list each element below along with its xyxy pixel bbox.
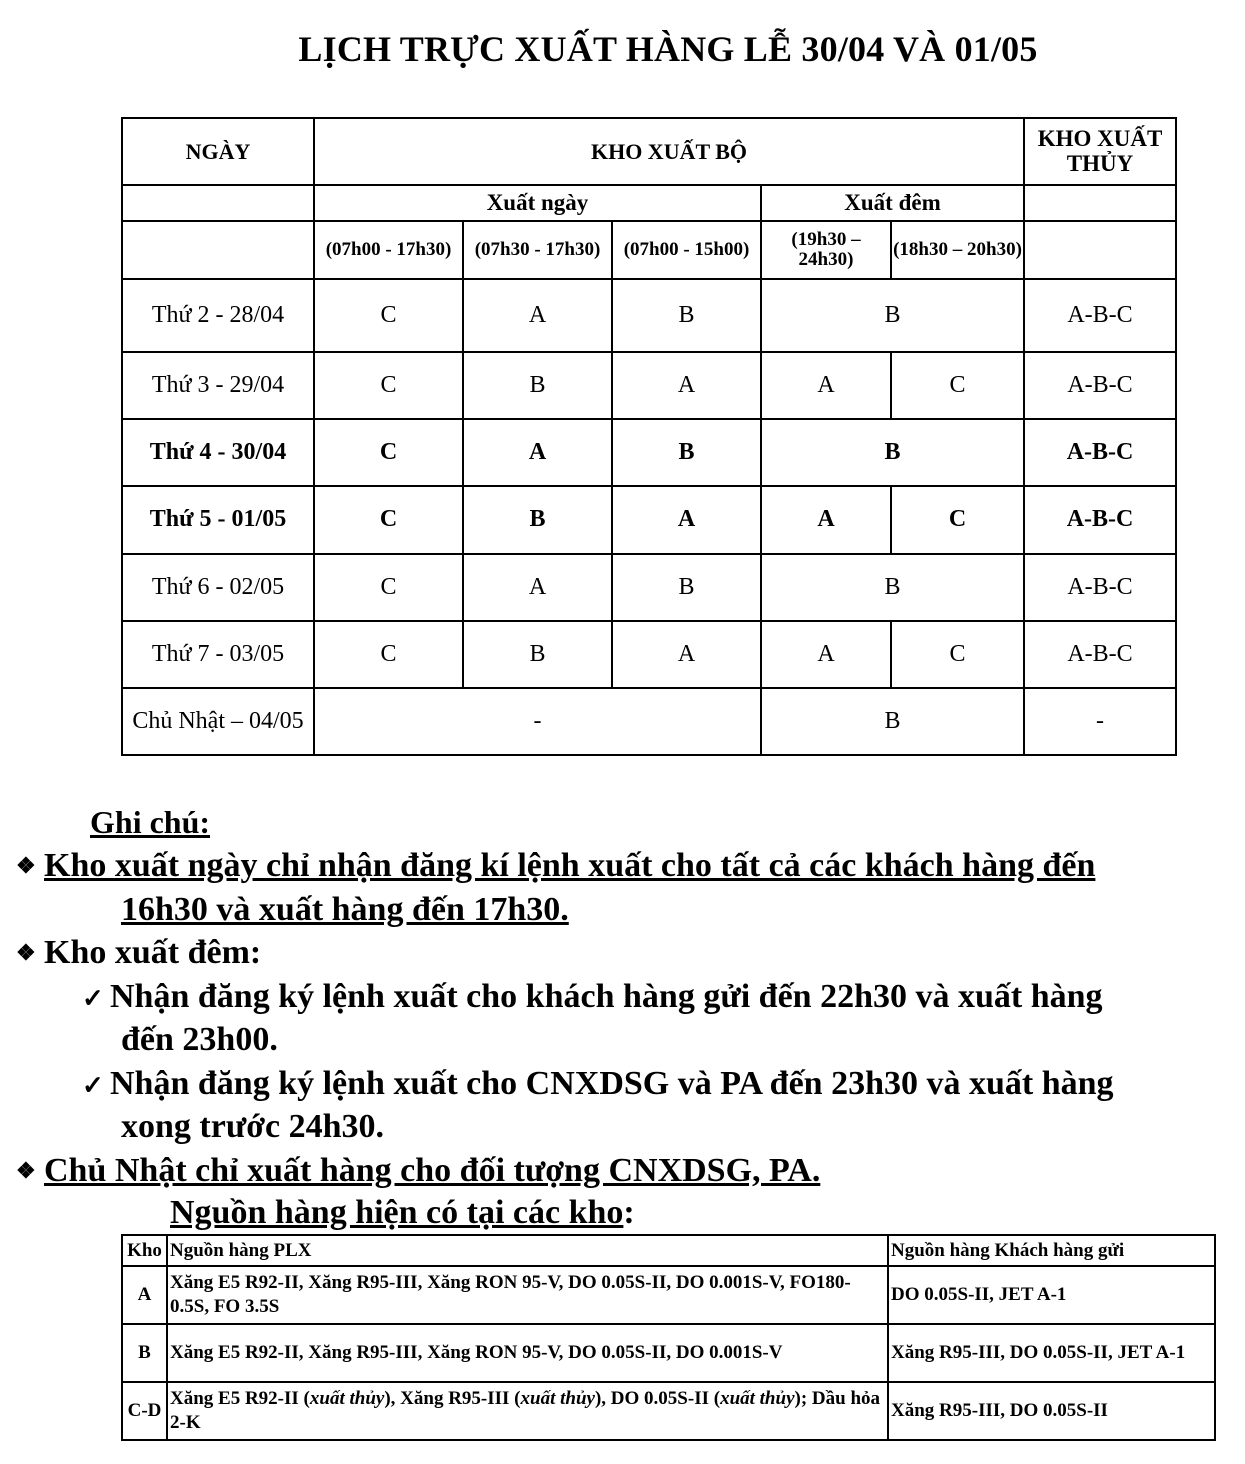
night-cell: B: [761, 688, 1024, 755]
shift-cell: C: [314, 621, 463, 688]
shift-cell: B: [463, 352, 612, 419]
thuy-cell: -: [1024, 688, 1176, 755]
sources-heading-text: Nguồn hàng hiện có tại các kho: [170, 1194, 624, 1231]
night-cell: C: [891, 486, 1024, 554]
night-cell: B: [761, 419, 1024, 486]
shift-cell: B: [463, 621, 612, 688]
kho-cell: A: [122, 1266, 167, 1324]
note-3-text: Chủ Nhật chỉ xuất hàng cho đối tượng CNXDSG, PA.: [44, 1152, 821, 1189]
shift-cell: A: [463, 419, 612, 486]
day-shift-cell: -: [314, 688, 761, 755]
table-header-row: [122, 118, 1176, 185]
shift-1: (07h00 - 17h30): [314, 221, 463, 279]
sources-table: [121, 1234, 1216, 1441]
note-2-1-text: Nhận đăng ký lệnh xuất cho khách hàng gửi đến 22h30 và xuất hàng: [110, 978, 1103, 1015]
night-cell: A: [761, 621, 891, 688]
plx-text: Xăng E5 R92-II (: [170, 1388, 310, 1409]
note-2-1: [82, 975, 1103, 1021]
note-1-continuation: 16h30 và xuất hàng đến 17h30.: [121, 891, 569, 928]
shift-cell: C: [314, 279, 463, 352]
khach-cell: Xăng R95-III, DO 0.05S-II, JET A-1: [888, 1324, 1215, 1382]
page-title: LỊCH TRỰC XUẤT HÀNG LỄ 30/04 VÀ 01/05: [298, 29, 1038, 69]
shift-cell: B: [612, 279, 761, 352]
checkmark-icon: ✓: [82, 984, 104, 1013]
header-kho-xuat-thuy: KHO XUẤT THỦY: [1024, 118, 1176, 185]
shift-cell: C: [314, 419, 463, 486]
shift-cell: B: [612, 554, 761, 621]
plx-text: ); Dầu hỏa 2-K: [170, 1388, 881, 1433]
kho-cell: C-D: [122, 1382, 167, 1440]
note-2: [16, 931, 261, 975]
notes-heading: Ghi chú:: [90, 804, 211, 840]
note-2-2: [82, 1062, 1114, 1108]
note-1: [16, 844, 1095, 888]
shift-cell: A: [612, 352, 761, 419]
thuy-cell: A-B-C: [1024, 352, 1176, 419]
kho-cell: B: [122, 1324, 167, 1382]
table-row: [122, 1266, 1215, 1324]
plx-italic: xuất thủy: [309, 1388, 385, 1409]
table-row: [122, 419, 1176, 486]
table-row: [122, 1324, 1215, 1382]
thuy-cell: A-B-C: [1024, 554, 1176, 621]
day-cell: Thứ 2 - 28/04: [122, 279, 314, 352]
shift-3: (07h00 - 15h00): [612, 221, 761, 279]
empty-cell: [122, 185, 314, 221]
table-row: [122, 688, 1176, 755]
shift-2: (07h30 - 17h30): [463, 221, 612, 279]
header-xuat-ngay: Xuất ngày: [314, 185, 761, 221]
khach-cell: Xăng R95-III, DO 0.05S-II: [888, 1382, 1215, 1440]
shift-cell: C: [314, 352, 463, 419]
night-cell: C: [891, 621, 1024, 688]
diamond-bullet-icon: ❖: [16, 940, 36, 965]
shift-cell: A: [463, 554, 612, 621]
shift-cell: B: [463, 486, 612, 554]
empty-cell: [122, 221, 314, 279]
table-row: [122, 1382, 1215, 1440]
sources-heading: [170, 1191, 635, 1235]
thuy-cell: A-B-C: [1024, 279, 1176, 352]
night-cell: C: [891, 352, 1024, 419]
empty-cell: [1024, 221, 1176, 279]
plx-text: ), DO 0.05S-II (: [594, 1388, 721, 1409]
sources-header-row: [122, 1235, 1215, 1266]
shift-cell: A: [612, 486, 761, 554]
header-xuat-dem: Xuất đêm: [761, 185, 1024, 221]
table-row: [122, 486, 1176, 554]
day-cell: Thứ 5 - 01/05: [122, 486, 314, 554]
day-cell: Thứ 7 - 03/05: [122, 621, 314, 688]
thuy-cell: A-B-C: [1024, 621, 1176, 688]
header-kho: Kho: [122, 1235, 167, 1266]
note-2-1-continuation: đến 23h00.: [121, 1021, 278, 1058]
shift-5: (18h30 – 20h30): [891, 221, 1024, 279]
night-cell: A: [761, 486, 891, 554]
diamond-bullet-icon: ❖: [16, 853, 36, 878]
night-cell: B: [761, 279, 1024, 352]
header-khach: Nguồn hàng Khách hàng gửi: [888, 1235, 1215, 1266]
table-row: [122, 621, 1176, 688]
note-2-2-continuation: xong trước 24h30.: [121, 1108, 385, 1145]
plx-cell: Xăng E5 R92-II, Xăng R95-III, Xăng RON 95-V, DO 0.05S-II, DO 0.001S-V, FO180-0.5S, FO 3.5S: [167, 1266, 888, 1324]
table-row: [122, 554, 1176, 621]
header-ngay: NGÀY: [122, 118, 314, 185]
shift-cell: C: [314, 554, 463, 621]
day-cell: Chủ Nhật – 04/05: [122, 688, 314, 755]
day-cell: Thứ 6 - 02/05: [122, 554, 314, 621]
thuy-cell: A-B-C: [1024, 419, 1176, 486]
header-kho-xuat-bo: KHO XUẤT BỘ: [314, 118, 1024, 185]
khach-cell: DO 0.05S-II, JET A-1: [888, 1266, 1215, 1324]
checkmark-icon: ✓: [82, 1071, 104, 1100]
shift-4: (19h30 – 24h30): [761, 221, 891, 279]
note-3: [16, 1149, 820, 1193]
day-cell: Thứ 3 - 29/04: [122, 352, 314, 419]
sources-heading-colon: :: [623, 1194, 635, 1231]
plx-italic: xuất thủy: [520, 1388, 595, 1409]
plx-cell: Xăng E5 R92-II, Xăng R95-III, Xăng RON 95-V, DO 0.05S-II, DO 0.001S-V: [167, 1324, 888, 1382]
table-shift-row: [122, 221, 1176, 279]
table-subheader-row: [122, 185, 1176, 221]
shift-cell: B: [612, 419, 761, 486]
shift-cell: A: [463, 279, 612, 352]
note-1-text: Kho xuất ngày chỉ nhận đăng kí lệnh xuất cho tất cả các khách hàng đến: [44, 847, 1096, 884]
shift-cell: C: [314, 486, 463, 554]
note-2-text: Kho xuất đêm:: [44, 934, 262, 971]
shift-cell: A: [612, 621, 761, 688]
thuy-cell: A-B-C: [1024, 486, 1176, 554]
table-row: [122, 279, 1176, 352]
plx-italic: xuất thủy: [720, 1388, 795, 1409]
plx-text: ), Xăng R95-III (: [384, 1388, 521, 1409]
plx-cell: [167, 1382, 888, 1440]
note-2-2-text: Nhận đăng ký lệnh xuất cho CNXDSG và PA đến 23h30 và xuất hàng: [110, 1065, 1114, 1102]
schedule-table: [121, 117, 1177, 756]
night-cell: B: [761, 554, 1024, 621]
night-cell: A: [761, 352, 891, 419]
header-plx: Nguồn hàng PLX: [167, 1235, 888, 1266]
empty-cell: [1024, 185, 1176, 221]
day-cell: Thứ 4 - 30/04: [122, 419, 314, 486]
table-row: [122, 352, 1176, 419]
diamond-bullet-icon: ❖: [16, 1158, 36, 1183]
